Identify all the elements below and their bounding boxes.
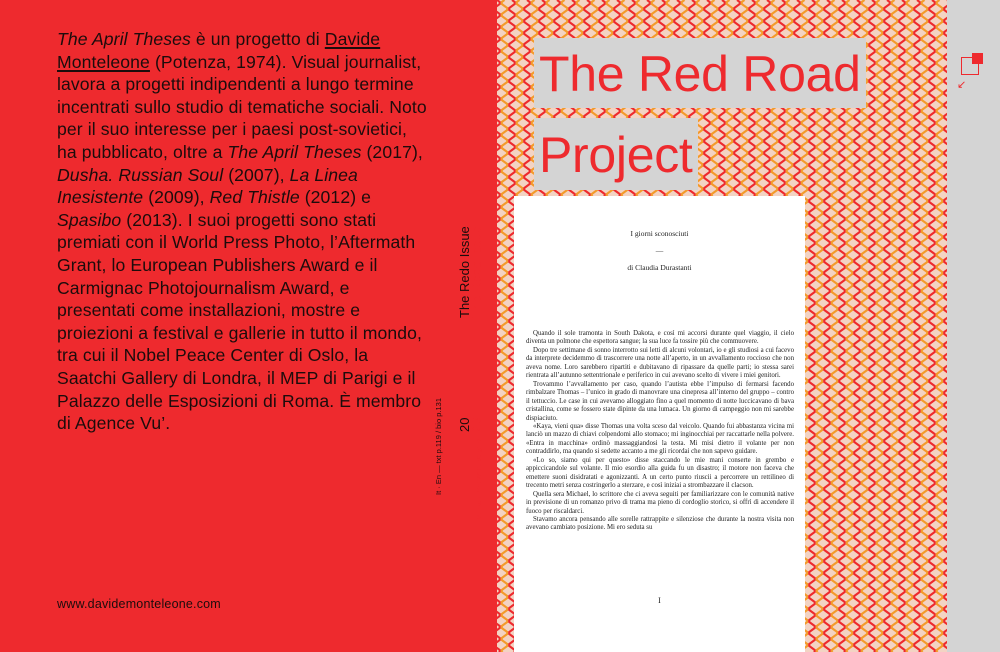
story-paragraph: Quella sera Michael, lo scrittore che ci aveva seguiti per familiarizzare con le comunità native in previsione di un romanzo privo di trama ma pieno di cordoglio storico, si offrì di accendere il fuoco per riscaldarci. (526, 490, 794, 515)
wave-line (497, 0, 500, 652)
bio-paragraph: The April Theses è un progetto di Davide Monteleone (Potenza, 1974). Visual journalist, lavora a progetti indipendenti a lungo termine incentrati sullo studio di tematiche sociali. Noto per il suo interesse per i paesi post-sovietici, ha pubblicato, oltre a The April Theses (2017), Dusha. Russian Soul (2007), La Linea Inesistente (2009), Red Thistle (2012) e Spasibo (2013). I suoi progetti sono stati premiati con il World Press Photo, l’Aftermath Grant, lo European Publishers Award e il Carmignac Photojournalism Award, e presentati come installazioni, mostre e proiezioni a festival e gallerie in tutto il mondo, tra cui il Nobel Peace Center di Oslo, la Saatchi Gallery di Londra, il MEP di Parigi e il Palazzo delle Esposizioni di Roma. È membro di Agence Vu’. (57, 29, 427, 434)
wave-line (899, 0, 905, 652)
story-paragraph: Trovammo l’avvallamento per caso, quando l’autista ebbe l’impulso di fermarsi facendo rimbalzare Thomas – l’unico in grado di manovrare una cinepresa all’interno del gruppo – contro il tettuccio. Le case in cui avevamo alloggiato fino a quel momento di notte luccicavano di bava cristallina, come se fossero state dipinte da una lumaca. Un giorno di campeggio non mi sarebbe dispiaciuto. (526, 380, 794, 422)
wave-line (884, 0, 890, 652)
wave-line (877, 0, 883, 652)
magazine-logo-icon (961, 57, 979, 75)
title-line-2: Project (534, 118, 698, 190)
wave-line (907, 0, 913, 652)
story-body (526, 330, 794, 533)
story-paragraph: Stavamo ancora pensando alle sorelle rattrappite e silenziose che durante la nostra visita non avevano cambiato posizione. Mi ero seduta su (526, 515, 794, 532)
story-paragraph: «Lo so, siamo qui per questo» disse staccando le mie mani conserte in grembo e appiccicandole sul volante. Il mio esordio alla guida fu un disastro; il motore non faceva che emettere suoni disidratati e agonizzanti. A un certo punto riuscii a percorrere un rettilineo di trecento metri senza costringerlo a sterzare, e così iniziai a strombazzare il clacson. (526, 456, 794, 490)
right-sidebar (947, 0, 1000, 652)
wave-line (937, 0, 943, 652)
story-paragraph: «Kaya, vieni qua» disse Thomas una volta sceso dal veicolo. Quando fui abbastanza vicina mi lanciò un mazzo di chiavi colpendomi allo stomaco; mi inginocchiai per raccattarle nella polvere. «Entra in macchina» ordinò massaggiandosi la testa. Mi misi dietro il volante per non contraddirlo, ma quando si sedette accanto a me gli ricordai che non sapevo guidare. (526, 422, 794, 456)
story-separator: — (655, 246, 664, 255)
paper-spec-label: Munken Print White 90 g/m2 (476, 437, 483, 520)
project-title: The April Theses (57, 29, 191, 49)
page-number-right: 23 (469, 417, 484, 432)
author-link[interactable]: Davide Monteleone (57, 29, 381, 72)
wave-line (869, 0, 875, 652)
story-paragraph: Dopo tre settimane di sonno interrotto sui letti di alcuni volontari, io e gli studiosi a cui facevo da interprete decidemmo di trascorrere una notte all’aperto, in un avvallamento roccioso che non aveva nome. Loro sarebbero ripartiti e dubitavano di ripassare da quelle parti; io stessa sarei rientrata all’autunno settentrionale e periferico in cui avevano scelto di vivere i miei genitori. (526, 346, 794, 380)
page-reference-left: It · En — txt p.119 / bio p.131 (434, 398, 443, 495)
wave-line (502, 0, 508, 652)
page-number-left: 20 (457, 417, 472, 432)
story-title: I giorni sconosciuti (630, 229, 689, 238)
title-line-1: The Red Road (534, 38, 866, 108)
wave-line (922, 0, 928, 652)
wave-line (914, 0, 920, 652)
website-link[interactable]: www.davidemonteleone.com (57, 597, 221, 611)
story-author: di Claudia Durastanti (627, 263, 692, 272)
arrow-icon: ↙ (957, 79, 967, 91)
left-page (0, 0, 497, 652)
wave-line (892, 0, 898, 652)
wave-line (929, 0, 935, 652)
issue-label-left: The Redo Issue (457, 226, 472, 318)
story-page-number: I (658, 596, 661, 605)
story-sheet (514, 196, 805, 652)
issue-label-right: The Redo Issue (469, 226, 484, 318)
story-paragraph: Quando il sole tramonta in South Dakota, e così mi accorsi durante quel viaggio, il cielo diventa un polmone che espettora sangue; la sua luce fa tossire più che commuovere. (526, 330, 794, 346)
